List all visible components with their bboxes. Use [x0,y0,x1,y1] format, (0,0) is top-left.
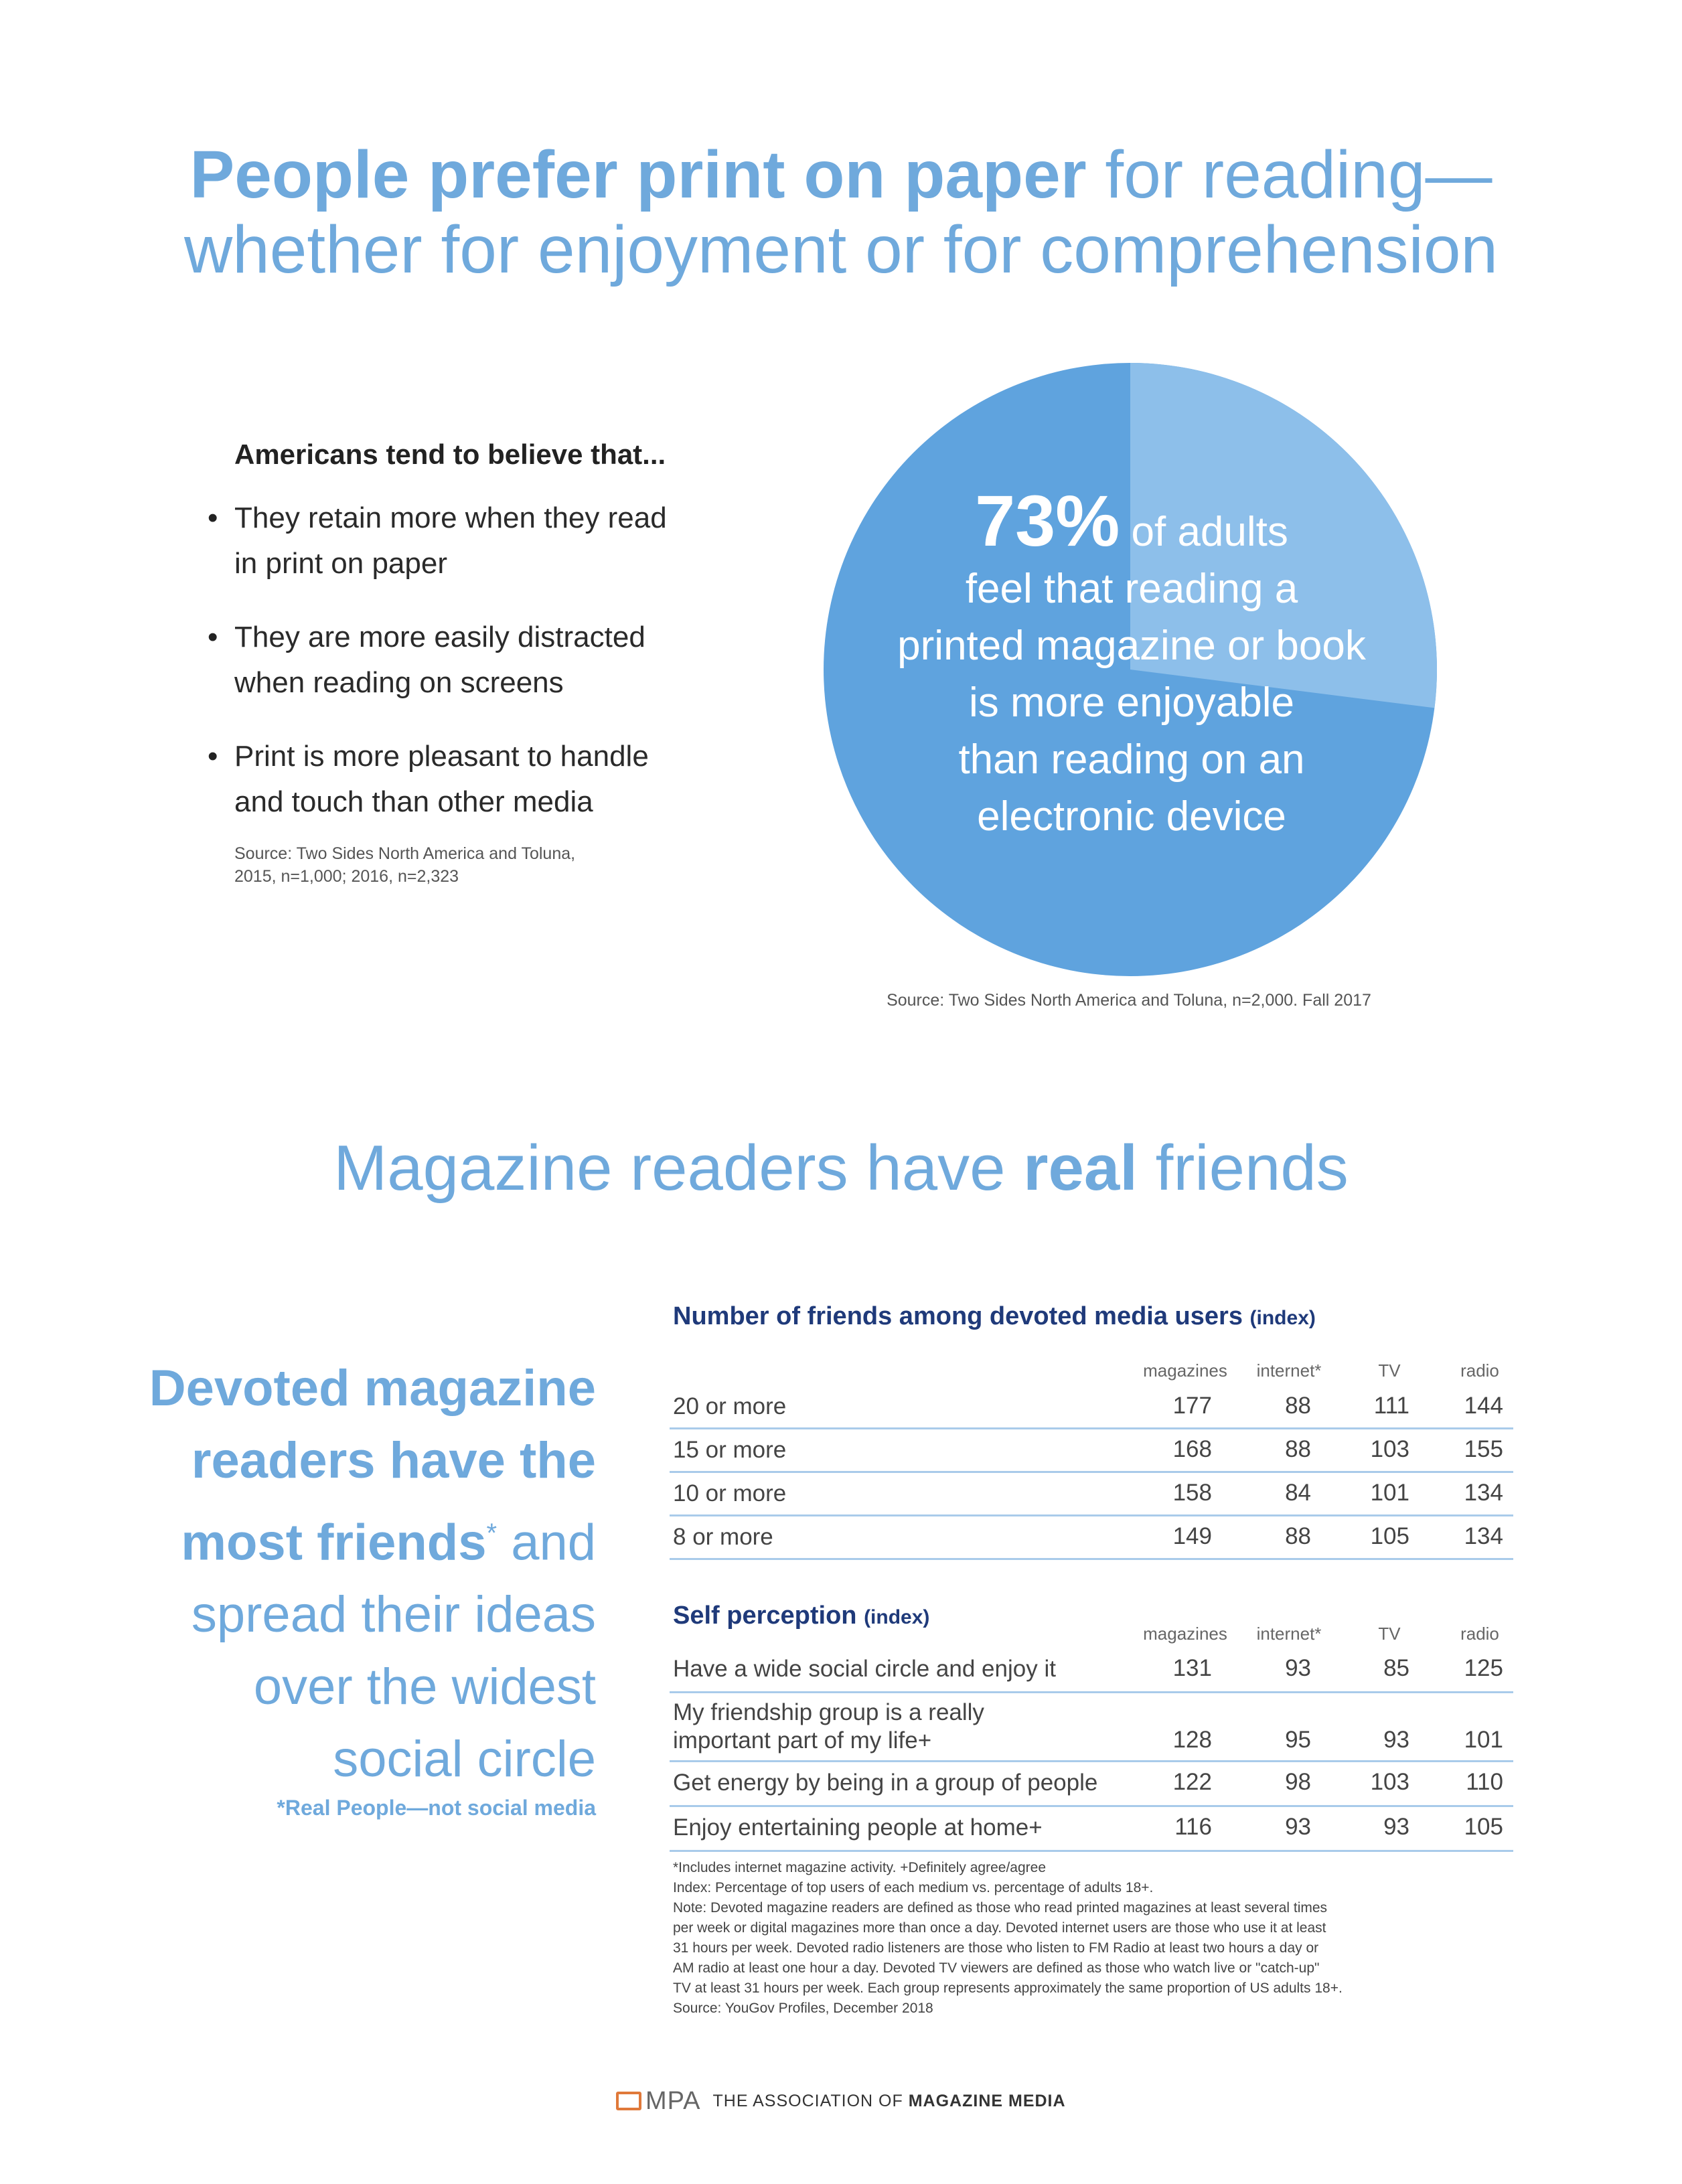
headline-rest: for reading— [1086,137,1493,212]
cell-radio: 155 [1464,1436,1503,1462]
pie-line-2: feel that reading a [965,566,1298,612]
row-label: Enjoy entertaining people at home+ [673,1814,1043,1841]
headline-line-2: whether for enjoyment or for comprehension [183,212,1499,287]
cell-tv: 103 [1370,1769,1409,1795]
table-row [670,1648,1513,1693]
pie-line-3: printed magazine or book [897,623,1366,669]
cell-internet: 93 [1285,1814,1311,1840]
pie-line-5: than reading on an [958,736,1305,783]
row-label-line: My friendship group is a really [673,1699,984,1725]
cell-magazines: 128 [1172,1727,1212,1753]
pie-percent: 73% [975,480,1120,561]
cell-magazines: 177 [1172,1393,1212,1419]
cell-magazines: 122 [1172,1769,1212,1795]
self-perception-table-title [673,1602,929,1630]
source-line: 2015, n=1,000; 2016, n=2,323 [234,867,459,886]
section-heading [0,1132,1682,1205]
headline-strong: People prefer print on paper [189,137,1087,212]
table-row [670,1516,1513,1560]
cell-tv: 93 [1383,1727,1409,1753]
table-title-suffix: (index) [864,1606,930,1628]
cell-magazines: 158 [1172,1480,1212,1506]
side-line: over the widest [253,1658,596,1716]
side-line: social circle [333,1731,596,1788]
col-header-radio: radio [1460,1624,1499,1644]
footnote-line: per week or digital magazines more than once a day. Devoted internet users are those who use it at least [673,1920,1326,1936]
friends-table-title [673,1302,1316,1331]
page-headline [0,137,1682,287]
cell-internet: 93 [1285,1655,1311,1681]
table-title-suffix: (index) [1249,1307,1316,1329]
belief-item [208,734,716,825]
cell-internet: 98 [1285,1769,1311,1795]
beliefs-source [234,842,663,888]
association-strong: MAGAZINE MEDIA [908,2091,1066,2110]
side-line: Devoted magazine [149,1360,596,1417]
beliefs-list [208,495,716,853]
cell-radio: 134 [1464,1480,1503,1506]
table-row [670,1807,1513,1852]
footnote-line: AM radio at least one hour a day. Devoted TV viewers are defined as those who watch live or "catch-up" [673,1960,1320,1976]
pie-source: Source: Two Sides North America and Toluna, n=2,000. Fall 2017 [887,991,1371,1010]
row-label: Have a wide social circle and enjoy it [673,1656,1056,1682]
footnote-line: Source: YouGov Profiles, December 2018 [673,2001,933,2016]
mpa-logo-text: MPA [645,2086,701,2115]
table-footnote [673,1858,1476,2019]
row-label: 15 or more [673,1437,787,1463]
association-pre: THE ASSOCIATION OF [712,2091,909,2110]
col-header-internet: internet* [1256,1360,1322,1381]
belief-line: They retain more when they read [234,501,667,534]
heading-strong: real [1023,1132,1138,1204]
belief-line: when reading on screens [234,666,564,699]
table-title-text: Number of friends among devoted media users [673,1302,1243,1330]
row-label [673,1699,984,1755]
side-line: spread their ideas [191,1586,596,1644]
beliefs-title: Americans tend to believe that... [234,439,666,470]
pie-line-6: electronic device [977,793,1286,840]
col-header-magazines: magazines [1143,1360,1227,1381]
heading-post: friends [1137,1132,1349,1204]
col-header-magazines: magazines [1143,1624,1227,1644]
side-line: readers have the [191,1432,596,1489]
belief-line: in print on paper [234,547,447,580]
pie-statement [830,480,1433,845]
row-label: 10 or more [673,1480,787,1506]
pie-line-1-rest: of adults [1120,509,1288,555]
side-footnote: *Real People—not social media [277,1796,596,1820]
cell-radio: 110 [1466,1769,1503,1795]
side-strong: most friends [181,1514,487,1571]
table-row [670,1429,1513,1473]
side-rest: and [497,1514,596,1571]
belief-line: and touch than other media [234,785,593,818]
cell-tv: 105 [1370,1523,1409,1549]
footnote-line: Note: Devoted magazine readers are defined as those who read printed magazines at least several times [673,1900,1328,1916]
cell-internet: 88 [1285,1393,1311,1419]
mpa-logo-icon [616,2092,641,2110]
side-asterisk: * [486,1518,498,1548]
col-header-tv: TV [1378,1624,1401,1644]
heading-pre: Magazine readers have [333,1132,1024,1204]
cell-magazines: 131 [1172,1655,1212,1681]
row-label: Get energy by being in a group of people [673,1770,1098,1796]
cell-tv: 103 [1370,1436,1409,1462]
cell-radio: 105 [1464,1814,1503,1840]
footnote-line: Index: Percentage of top users of each medium vs. percentage of adults 18+. [673,1880,1154,1895]
cell-tv: 85 [1383,1655,1409,1681]
pie-line-4: is more enjoyable [969,680,1294,726]
cell-radio: 125 [1464,1655,1503,1681]
cell-internet: 88 [1285,1436,1311,1462]
footnote-line: TV at least 31 hours per week. Each group represents approximately the same proportion of US adults 18+. [673,1980,1343,1996]
cell-tv: 101 [1370,1480,1409,1506]
cell-magazines: 149 [1172,1523,1212,1549]
cell-tv: 93 [1383,1814,1409,1840]
row-label: 20 or more [673,1393,787,1419]
table-row [670,1762,1513,1807]
cell-magazines: 168 [1172,1436,1212,1462]
source-line: Source: Two Sides North America and Toluna, [234,844,576,863]
footer [616,2088,1066,2114]
cell-tv: 111 [1373,1393,1409,1419]
footnote-line: 31 hours per week. Devoted radio listeners are those who listen to FM Radio at least two hours a day or [673,1940,1319,1956]
row-label-line: important part of my life+ [673,1727,932,1753]
belief-item [208,615,716,706]
pie-line-1 [830,480,1433,561]
table-title-text: Self perception [673,1602,857,1630]
cell-internet: 88 [1285,1523,1311,1549]
belief-line: They are more easily distracted [234,621,645,653]
headline-line-1 [0,137,1682,212]
col-header-tv: TV [1378,1360,1401,1381]
table-row [670,1386,1513,1429]
side-statement [100,1352,596,1796]
table-row [670,1473,1513,1516]
col-header-internet: internet* [1256,1624,1322,1644]
table-row [670,1693,1513,1762]
belief-item [208,495,716,587]
footnote-line: *Includes internet magazine activity. +Definitely agree/agree [673,1860,1047,1875]
cell-internet: 84 [1285,1480,1311,1506]
cell-radio: 101 [1464,1727,1503,1753]
cell-magazines: 116 [1174,1814,1212,1840]
cell-radio: 134 [1464,1523,1503,1549]
row-label: 8 or more [673,1524,773,1550]
cell-internet: 95 [1285,1727,1311,1753]
association-text [713,2092,1066,2111]
cell-radio: 144 [1464,1393,1503,1419]
col-header-radio: radio [1460,1360,1499,1381]
belief-line: Print is more pleasant to handle [234,740,649,773]
side-line [100,1497,596,1579]
